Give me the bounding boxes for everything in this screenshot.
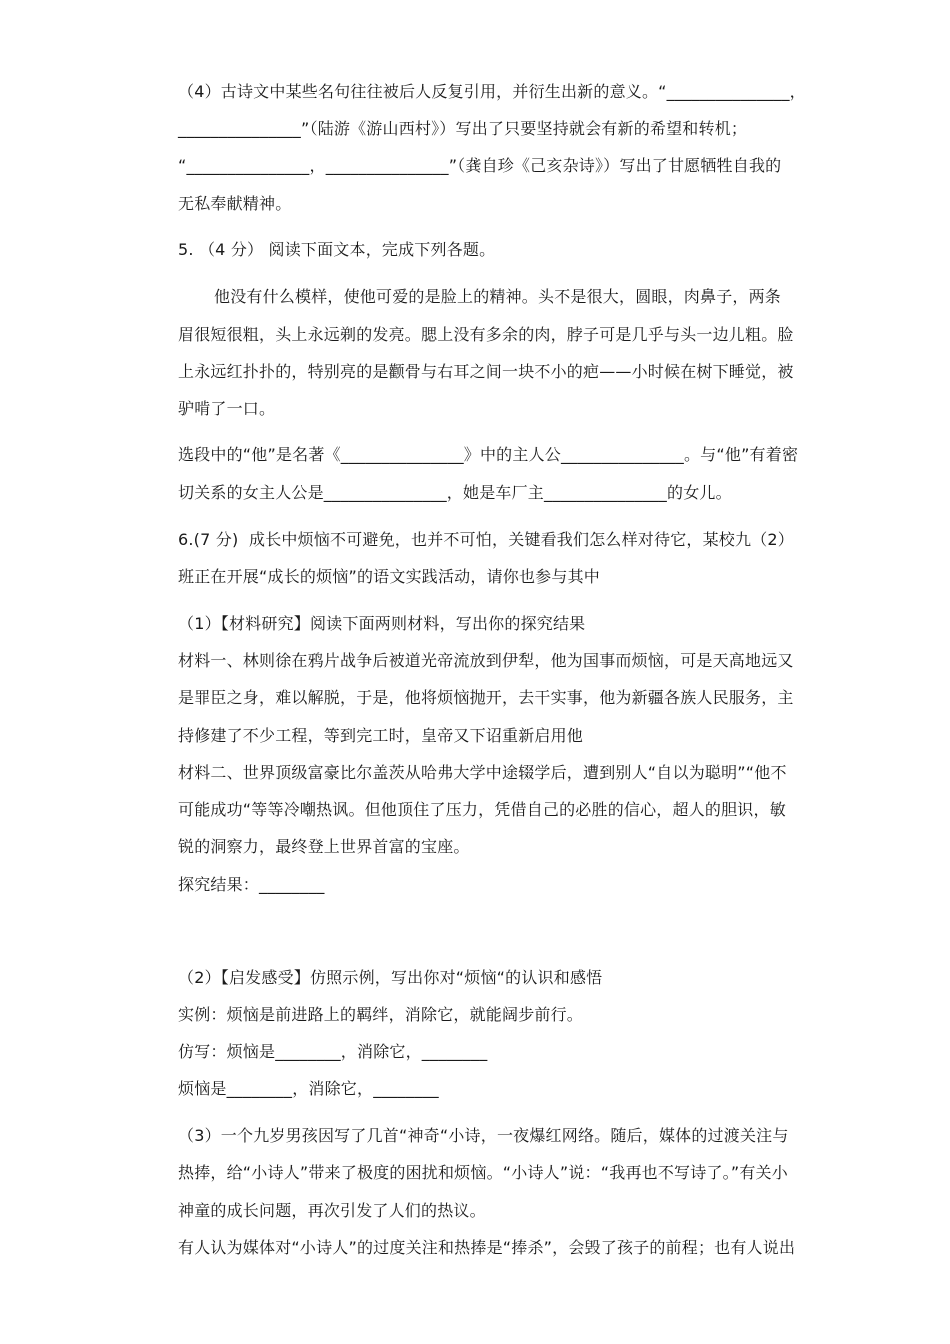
- q5-passage-line-2: 眉很短很粗，头上永远剃的发亮。腮上没有多余的肉，脖子可是几乎与头一边儿粗。脸: [178, 325, 794, 344]
- q5-question-line-2: 切关系的女主人公是_______________，她是车厂主_______________的女儿。: [178, 483, 732, 502]
- q6-heading-line-2: 班正在开展“成长的烦恼”的语文实践活动，请你也参与其中: [178, 567, 600, 586]
- q5-question-line-1: 选段中的“他”是名著《_______________》中的主人公_______________。与“他”有着密: [178, 445, 799, 464]
- q6-material2-line-2: 可能成功“等等冷嘲热讽。但他顶住了压力，凭借自己的必胜的信心，超人的胆识，敏: [178, 800, 786, 819]
- q6-material1-line-3: 持修建了不少工程，等到完工时，皇帝又下诏重新启用他: [178, 726, 584, 745]
- q6-part2-imitate-2: 烦恼是________，消除它，________: [178, 1079, 439, 1098]
- q6-part3-line-3: 神童的成长问题，再次引发了人们的热议。: [178, 1201, 486, 1220]
- q6-material2-line-1: 材料二、世界顶级富豪比尔盖茨从哈弗大学中途辍学后，遭到别人“自以为聪明”“他不: [178, 763, 787, 782]
- q5-heading: 5. （4 分） 阅读下面文本，完成下列各题。: [178, 240, 496, 259]
- q6-part2-imitate-1: 仿写：烦恼是________，消除它，________: [178, 1042, 488, 1061]
- q6-part3-line-2: 热捧，给“小诗人”带来了极度的困扰和烦恼。“小诗人”说：“我再也不写诗了。”有关小: [178, 1163, 788, 1182]
- q5-passage-line-3: 上永远红扑扑的，特别亮的是颧骨与右耳之间一块不小的疤——小时候在树下睡觉，被: [178, 362, 794, 381]
- q6-material1-line-2: 是罪臣之身，难以解脱，于是，他将烦恼抛开，去干实事，他为新疆各族人民服务，主: [178, 688, 794, 707]
- q4-line-3: “_______________，_______________”（龚自珍《己亥杂诗》）写出了甘愿牺牲自我的: [178, 156, 782, 175]
- q6-part1-title: （1）【材料研究】阅读下面两则材料，写出你的探究结果: [178, 614, 586, 633]
- q6-heading-line-1: 6.(7 分) 成长中烦恼不可避免，也并不可怕，关键看我们怎么样对待它，某校九（2）: [178, 530, 794, 549]
- q6-material1-line-1: 材料一、林则徐在鸦片战争后被道光帝流放到伊犁，他为国事而烦恼，可是天高地远又: [178, 651, 794, 670]
- q4-line-1: （4）古诗文中某些名句往往被后人反复引用，并衍生出新的意义。“_______________，: [178, 82, 806, 101]
- q6-part3-line-4: 有人认为媒体对“小诗人”的过度关注和热捧是“捧杀”，会毁了孩子的前程；也有人说出: [178, 1238, 796, 1257]
- q5-passage-line-1: 他没有什么模样，使他可爱的是脸上的精神。头不是很大，圆眼，肉鼻子，两条: [214, 287, 782, 306]
- q5-passage-line-4: 驴啃了一口。: [178, 399, 276, 418]
- q4-line-4: 无私奉献精神。: [178, 194, 292, 213]
- q6-part1-result: 探究结果：________: [178, 875, 325, 894]
- q4-line-2: _______________”（陆游《游山西村》）写出了只要坚持就会有新的希望和转机；: [178, 119, 748, 138]
- q6-part3-line-1: （3）一个九岁男孩因写了几首“神奇“小诗，一夜爆红网络。随后，媒体的过渡关注与: [178, 1126, 789, 1145]
- q6-material2-line-3: 锐的洞察力，最终登上世界首富的宝座。: [178, 837, 470, 856]
- q6-part2-title: （2）【启发感受】仿照示例，写出你对“烦恼“的认识和感悟: [178, 968, 603, 987]
- q6-part2-example: 实例：烦恼是前进路上的羁绊，消除它，就能阔步前行。: [178, 1005, 584, 1024]
